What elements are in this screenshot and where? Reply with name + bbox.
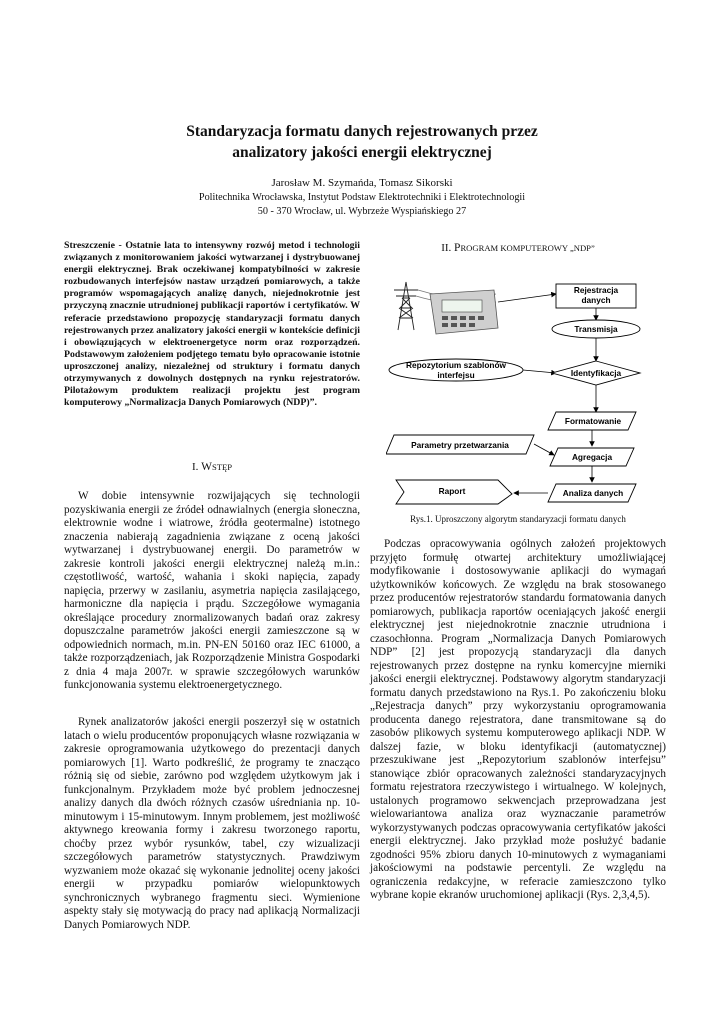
block-label: danych: [581, 295, 611, 305]
title-line-1: Standaryzacja formatu danych rejestrowanych przez: [186, 123, 538, 140]
block-label: Rejestracja: [573, 285, 619, 295]
affiliation: [0, 191, 724, 218]
block-label: Identyfikacja: [570, 368, 622, 378]
affiliation-line-2: 50 - 370 Wrocław, ul. Wybrzeże Wyspiańskiego 27: [257, 205, 467, 217]
block-label: Transmisja: [574, 324, 618, 334]
figure-caption: Rys.1. Uproszczony algorytm standaryzacji formatu danych: [410, 514, 626, 524]
block-label: Analiza danych: [562, 488, 624, 498]
block-label: Raport: [438, 486, 466, 496]
block-label: Parametry przetwarzania: [411, 440, 509, 450]
block-label: Formatowanie: [564, 416, 622, 426]
program-paragraph: [370, 538, 666, 903]
affiliation-line-1: Politechnika Wrocławska, Instytut Podstaw Elektrotechniki i Elektrotechnologii: [198, 192, 526, 203]
section-title-initial: W: [201, 461, 212, 473]
block-label: Agregacja: [571, 452, 613, 462]
block-label: Repozytorium szablonów: [405, 360, 507, 370]
paragraph-text: Podczas opracowywania ogólnych założeń projektowych przyjęto formułę otwartej architektury umożliwiającej modyfikowanie i dostosowywanie aplikacji do wymagań użytkowników końcowych. Ze względu na brak stosowanego przez producentów rejestratorów standardu formatowania danych pomiarowych, publikacja raportów oceniających jakość energii elektrycznej jest niejednokrotnie znacznie utrudniona i czasochłonna. Program „Normalizacja Danych Pomiarowych NDP” [2] jest propozycją standaryzacji dla danych rejestrowanych przez dostępne na rynku komercyjne mierniki jakości energii elektrycznej. Podstawowy algorytm standaryzacji formatu danych przedstawiono na Rys.1. Po zakończeniu bloku „Rejestracja danych” przy wykorzystaniu oprogramowania producenta danego rejestratora, dane transmitowane są do zasobów plikowych systemu komputerowego aplikacji NDP. W dalszej fazie, w bloku identyfikacji (automatycznej) przeszukiwane jest „Repozytorium szablonów interfejsu” stanowiące zbiór opracowanych zależności standaryzacyjnych formatu rejestratora rzeczywistego i wirtualnego. W kolejnych, ustalonych programowo sekwencjach przeprowadzana jest wielowariantowa analiza oraz wyznaczanie parametrów wykorzystywanych podczas opracowywania certyfikatów jakości energii elektrycznej. Jako przykład może posłużyć badanie zgodności 95% zbioru danych 10-minutowych z wymaganiami jakościowymi na podstawie percentyli. Ze względu na ograniczenia redakcyjne, w referacie zamieszczono tylko wybrane kopie ekranów uruchomionej aplikacji (Rys. 2,3,4,5).: [370, 538, 666, 901]
title-line-2: analizatory jakości energii elektrycznej: [232, 144, 492, 161]
section-heading-intro: [64, 461, 360, 473]
paper-title: [0, 121, 724, 163]
section-title-rest: STĘP: [211, 462, 233, 472]
intro-paragraph-2: [64, 716, 360, 932]
abstract: [64, 240, 360, 409]
abstract-label: Streszczenie -: [64, 240, 122, 251]
section-title-rest: ROGRAM KOMPUTEROWY „NDP”: [460, 243, 595, 253]
algorithm-flowchart: [386, 272, 644, 506]
paragraph-text: W dobie intensywnie rozwijających się technologii pozyskiwania energii ze źródeł odnawialnych (energia słoneczna, elektrownie wodne i wiatrowe, źródła geotermalne) istotnego znaczenia nabierają zagadnienia związane z oceną jakości wytwarzanej i dystrybuowanej energii. Do parametrów w zakresie kontroli jakości energii elektrycznej należą m.in.: częstotliwość, wartość, wahania i skoki napięcia, zapady napięcia, przerwy w zasilaniu, asymetria napięcia zasilającego, harmoniczne dla napięcia i prądu. Szczegółowe wymagania określające procedury znormalizowanych badań oraz zakresy dopuszczalne parametrów jakości energii zamieszczone są w odpowiednich normach, m.in. PN-EN 50160 oraz IEC 61000, a także rozporządzeniach, jak Rozporządzenie Ministra Gospodarki z dnia 4 maja 2007r. w sprawie szczegółowych warunków funkcjonowania systemu elektroenergetycznego.: [64, 490, 360, 691]
section-number: I.: [191, 461, 199, 473]
section-title-initial: P: [454, 242, 461, 254]
block-label: interfejsu: [437, 370, 475, 380]
abstract-text: Ostatnie lata to intensywny rozwój metod i technologii związanych z monitorowaniem jakości wytwarzanej i dystrybuowanej energii elektrycznej. Brak oczekiwanej kompatybilności w zakresie rozbudowanych interfejsów nastaw urządzeń pomiarowych, a także programów wspomagających analizę danych, niejednokrotnie jest przyczyną znacznie utrudnionej publikacji raportów i certyfikatów. W referacie przedstawiono propozycję standaryzacji formatu danych rejestrowanych przez analizatory jakości energii w kontekście definicji i obowiązujących w elektroenergetyce norm oraz rozporządzeń. Podstawowym założeniem podjętego tematu było opracowanie istotnie uproszczonej analizy, niezależnej od struktury i formatu danych otrzymywanych z dowolnych dostępnych na rynku rejestratorów. Pilotażowym produktem realizacji projektu jest program komputerowy „Normalizacja Danych Pomiarowych (NDP)”.: [64, 240, 360, 409]
paragraph-text: Rynek analizatorów jakości energii poszerzył się w ostatnich latach o wielu producentów proponujących własne rozwiązania w zakresie oprogramowania użytkowego do prezentacji danych pomiarowych [1]. Warto podkreślić, że programy te znacząco różnią się od siebie, zarówno pod względem użytkowym jak i funkcjonalnym. Przykładem może być problem jednoczesnej analizy danych dla dwóch różnych czasów uśredniania np. 10-minutowym i 15-minutowym. Innym problemem, jest możliwość aktywnego kreowania formy i zakresu tworzonego raportu, choćby przez wybór rysunków, tabel, czy wizualizacji szczegółowych parametrów statystycznych. Prawdziwym wyzwaniem może okazać się wykonanie jednolitej oceny jakości energii w przypadku pomiarów wielopunktowych synchronicznych wybranego fragmentu sieci. Wymienione aspekty stały się motywacją do pracy nad aplikacją Normalizacji Danych Pomiarowych NDP.: [64, 716, 360, 931]
analyzer-device-icon: [430, 290, 498, 334]
authors: Jarosław M. Szymańda, Tomasz Sikorski: [271, 177, 453, 189]
section-heading-program: [370, 242, 666, 254]
intro-paragraph-1: [64, 490, 360, 693]
section-number: II.: [441, 242, 452, 254]
